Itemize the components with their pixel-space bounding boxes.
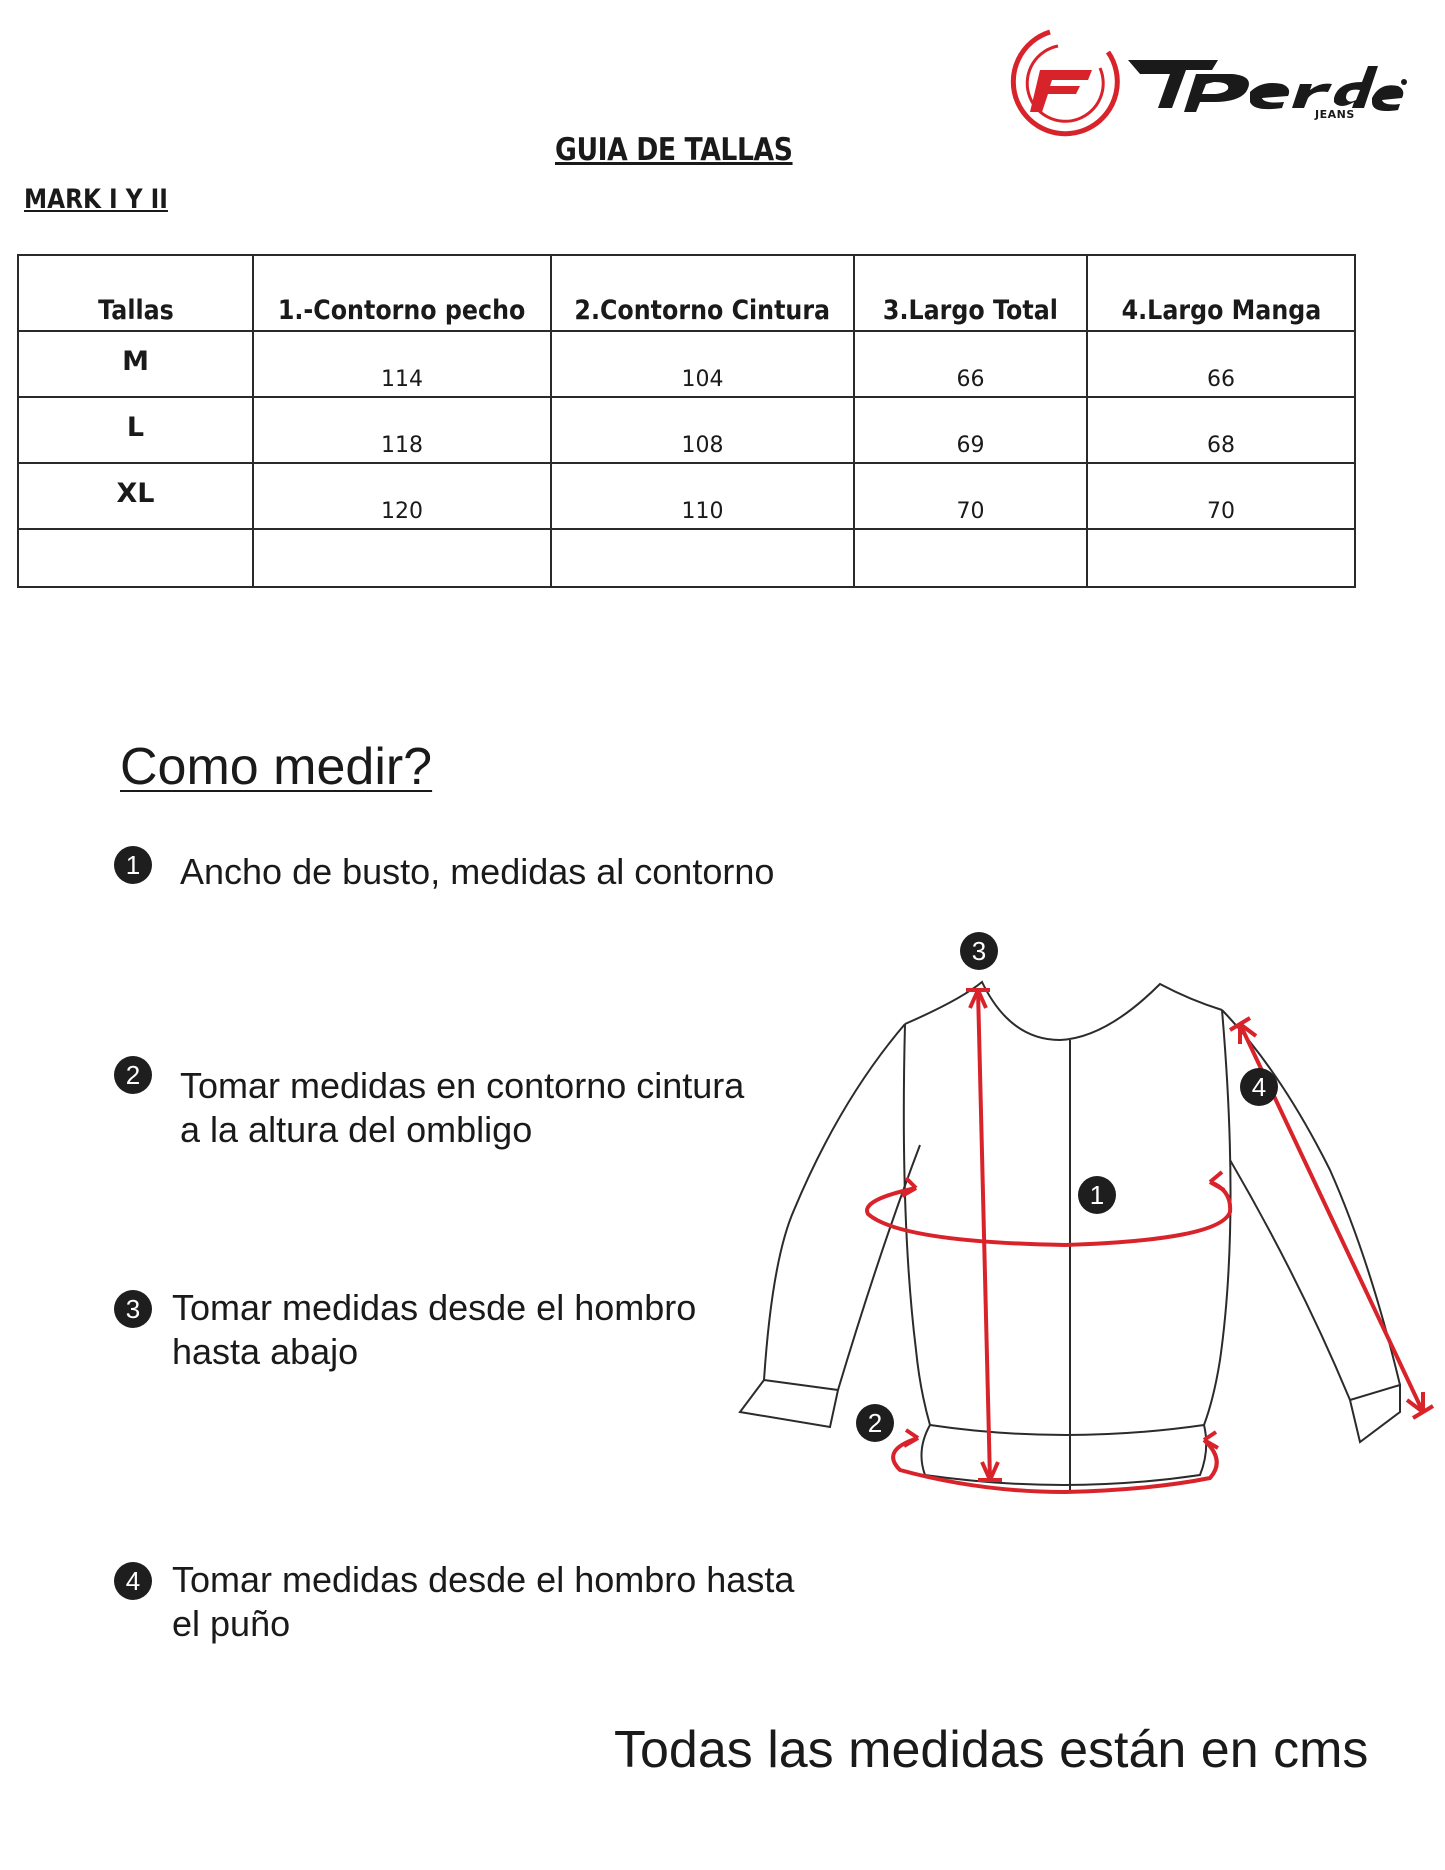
empty-cell <box>253 529 551 587</box>
empty-cell <box>551 529 854 587</box>
step-line: hasta abajo <box>172 1331 359 1372</box>
table-row <box>18 397 1355 463</box>
size-table <box>17 254 1356 588</box>
table-row <box>18 463 1355 529</box>
pecho-cell: 114 <box>253 331 551 397</box>
table-header-row <box>18 255 1355 331</box>
brand-emblem-icon <box>1013 32 1117 134</box>
brand-subtitle: JEANS <box>1315 108 1355 121</box>
step-line: a la altura del ombligo <box>180 1109 533 1150</box>
step-line: el puño <box>172 1603 291 1644</box>
diagram-badge-1: 1 <box>1078 1176 1116 1214</box>
jacket-outline <box>740 982 1400 1490</box>
step-number-badge: 3 <box>114 1290 152 1328</box>
pecho-cell: 118 <box>253 397 551 463</box>
step-line: Tomar medidas en contorno cintura <box>180 1065 745 1106</box>
largo-cell: 69 <box>854 397 1087 463</box>
largo-cell: 70 <box>854 463 1087 529</box>
manga-cell: 66 <box>1087 331 1355 397</box>
waist-measure-line <box>893 1438 1217 1492</box>
waist-arrow-icon <box>904 1430 918 1446</box>
size-cell: L <box>18 397 253 463</box>
model-name: MARK I Y II <box>24 184 168 215</box>
empty-cell <box>854 529 1087 587</box>
jacket-diagram <box>720 920 1440 1520</box>
pecho-cell: 120 <box>253 463 551 529</box>
cintura-cell: 108 <box>551 397 854 463</box>
column-header-cintura: 2.Contorno Cintura <box>551 255 854 331</box>
step-line: Tomar medidas desde el hombro hasta <box>172 1559 795 1600</box>
column-header-manga: 4.Largo Manga <box>1087 255 1355 331</box>
empty-cell <box>1087 529 1355 587</box>
step-number-badge: 1 <box>114 846 152 884</box>
length-measure-line <box>978 990 990 1480</box>
largo-cell: 66 <box>854 331 1087 397</box>
diagram-badge-4: 4 <box>1240 1068 1278 1106</box>
chest-measure-line <box>867 1182 1230 1245</box>
brand-wordmark-icon <box>1128 60 1407 112</box>
step-4-text <box>172 1558 794 1646</box>
jacket-illustration <box>720 920 1440 1520</box>
measurement-lines <box>867 990 1433 1492</box>
cintura-cell: 110 <box>551 463 854 529</box>
manga-cell: 68 <box>1087 397 1355 463</box>
table-row <box>18 331 1355 397</box>
diagram-badge-3: 3 <box>960 932 998 970</box>
manga-cell: 70 <box>1087 463 1355 529</box>
step-number-badge: 2 <box>114 1056 152 1094</box>
diagram-badge-2: 2 <box>856 1404 894 1442</box>
column-header-pecho: 1.-Contorno pecho <box>253 255 551 331</box>
howto-title: Como medir? <box>120 738 433 796</box>
empty-cell <box>18 529 253 587</box>
step-line: Tomar medidas desde el hombro <box>172 1287 697 1328</box>
size-cell: XL <box>18 463 253 529</box>
table-row-empty <box>18 529 1355 587</box>
step-2-text <box>180 1064 744 1152</box>
footer-note: Todas las medidas están en cms <box>614 1721 1369 1779</box>
column-header-tallas: Tallas <box>18 255 253 331</box>
brand-logo <box>1000 22 1410 142</box>
step-number-badge: 4 <box>114 1562 152 1600</box>
page-title: GUIA DE TALLAS <box>555 132 793 168</box>
step-line: Ancho de busto, medidas al contorno <box>180 851 775 892</box>
chest-arrow-icon <box>1210 1172 1224 1190</box>
column-header-largo: 3.Largo Total <box>854 255 1087 331</box>
step-3-text <box>172 1286 696 1374</box>
step-1-text <box>180 850 774 894</box>
cintura-cell: 104 <box>551 331 854 397</box>
size-cell: M <box>18 331 253 397</box>
